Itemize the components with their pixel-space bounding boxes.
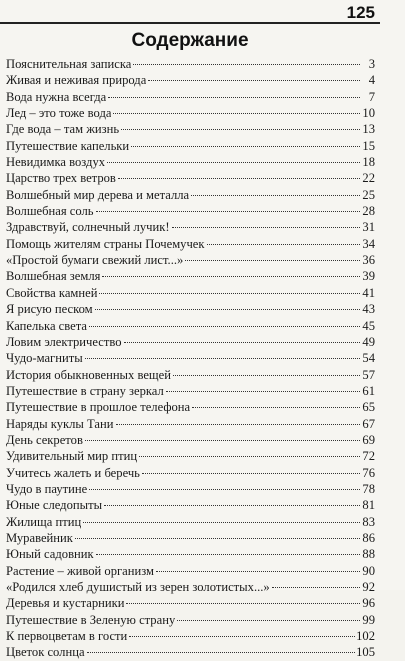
toc-entry (6, 219, 375, 235)
toc-entry (6, 285, 375, 301)
toc-entry-title: Пояснительная записка (6, 57, 132, 71)
toc-entry (6, 154, 375, 170)
toc-entry-page: 90 (362, 563, 375, 578)
toc-entry-title: Капелька света (6, 318, 87, 333)
toc-entry-title: К первоцветам в гости (6, 629, 128, 644)
toc-entry-title: Свойства камней (6, 285, 98, 300)
toc-entry-title: «Родился хлеб душистый из зерен золотистых...» (6, 580, 270, 594)
dot-leader (96, 211, 360, 212)
toc-entry-page: 78 (362, 481, 375, 496)
toc-entry-title: День секретов (6, 432, 83, 447)
toc-entry-title: Муравейник (6, 530, 73, 545)
toc-entry (6, 612, 375, 628)
toc-entry-title: Путешествие в Зеленую страну (6, 612, 176, 627)
toc-entry-title: Юный садовник (6, 547, 94, 562)
toc-entry (6, 514, 375, 530)
toc-entry-page: 54 (362, 351, 375, 366)
toc-entry-title: Здравствуй, солнечный лучик! (6, 220, 170, 235)
dot-leader (148, 80, 360, 81)
toc-entry-title: Волшебный мир дерева и металла (6, 187, 190, 202)
toc-entry (6, 644, 375, 660)
toc-entry (6, 416, 375, 432)
toc-entry-page: 92 (362, 580, 375, 594)
dot-leader (116, 424, 361, 425)
dot-leader (102, 276, 360, 277)
toc-entry-page: 28 (362, 204, 375, 219)
toc-entry (6, 236, 375, 252)
header-rule (0, 22, 380, 24)
toc-entry (6, 628, 375, 644)
toc-entry-title: История обыкновенных вещей (6, 367, 171, 382)
dot-leader (95, 309, 360, 310)
toc-entry-page: 7 (368, 89, 375, 104)
dot-leader (89, 326, 360, 327)
toc-entry-title: Цветок солнца (6, 645, 85, 660)
dot-leader (185, 260, 360, 261)
toc-entry-title: Наряды куклы Тани (6, 416, 114, 431)
dot-leader (75, 538, 360, 539)
dot-leader (131, 146, 360, 147)
toc-entry-page: 36 (362, 253, 375, 268)
toc-entry-page: 67 (362, 416, 375, 431)
toc-entry-page: 41 (362, 285, 375, 300)
dot-leader (83, 522, 360, 523)
dot-leader (173, 375, 360, 376)
dot-leader (104, 505, 360, 506)
toc-entry-page: 76 (362, 465, 375, 480)
toc-entry-title: «Простой бумаги свежий лист...» (6, 253, 184, 268)
toc-entry-page: 31 (362, 220, 375, 235)
toc-entry-title: Я рисую песком (6, 302, 93, 317)
toc-entry-page: 15 (362, 138, 375, 153)
toc-entry-page: 34 (362, 236, 375, 251)
toc-entry-page: 81 (362, 498, 375, 513)
toc-entry (6, 563, 375, 579)
toc-entry (6, 138, 375, 154)
toc-entry-page: 39 (362, 269, 375, 284)
dot-leader (89, 489, 360, 490)
toc-entry (6, 334, 375, 350)
toc-entry-page: 96 (362, 596, 375, 611)
toc-entry (6, 252, 375, 268)
toc-entry-title: Живая и неживая природа (6, 73, 147, 88)
toc-entry-title: Чудо-магниты (6, 351, 83, 366)
dot-leader (133, 64, 360, 65)
toc-entry-title: Чудо в паутине (6, 481, 88, 496)
contents-heading: Содержание (131, 30, 249, 51)
toc-entry (6, 56, 375, 72)
toc-entry (6, 89, 375, 105)
toc-entry-title: Деревья и кустарники (6, 596, 125, 611)
dot-leader (172, 227, 360, 228)
toc-entry-title: Учитесь жалеть и беречь (6, 465, 140, 480)
dot-leader (126, 603, 360, 604)
table-of-contents (6, 56, 375, 661)
dot-leader (107, 162, 360, 163)
toc-entry (6, 465, 375, 481)
toc-entry-title: Вода нужна всегда (6, 89, 107, 104)
dot-leader (272, 587, 360, 588)
dot-leader (85, 440, 360, 441)
toc-entry (6, 432, 375, 448)
toc-entry (6, 367, 375, 383)
toc-entry (6, 579, 375, 595)
dot-leader (85, 358, 360, 359)
toc-entry-title: Юные следопыты (6, 498, 103, 513)
dot-leader (166, 391, 360, 392)
toc-entry-title: Где вода – там жизнь (6, 122, 120, 137)
toc-entry (6, 350, 375, 366)
dot-leader (139, 456, 360, 457)
toc-entry-title: Растение – живой организм (6, 563, 155, 578)
toc-entry (6, 399, 375, 415)
dot-leader (113, 113, 360, 114)
toc-entry-page: 4 (368, 73, 375, 88)
toc-entry-page: 3 (368, 57, 375, 71)
toc-entry-page: 65 (362, 400, 375, 415)
dot-leader (129, 636, 355, 637)
dot-leader (142, 473, 360, 474)
toc-entry (6, 481, 375, 497)
dot-leader (156, 571, 360, 572)
toc-entry-page: 22 (362, 171, 375, 186)
toc-entry-page: 86 (362, 530, 375, 545)
dot-leader (191, 195, 360, 196)
toc-entry-page: 72 (362, 449, 375, 464)
toc-entry-title: Лед – это тоже вода (6, 106, 112, 121)
toc-entry-page: 61 (362, 383, 375, 398)
toc-entry-title: Путешествие капельки (6, 138, 130, 153)
toc-entry-page: 43 (362, 302, 375, 317)
page-number: 125 (346, 3, 375, 22)
toc-entry (6, 546, 375, 562)
toc-entry (6, 530, 375, 546)
toc-entry-page: 69 (362, 432, 375, 447)
dot-leader (99, 293, 360, 294)
toc-entry-page: 10 (362, 106, 375, 121)
toc-entry-page: 102 (356, 629, 375, 644)
toc-entry-title: Удивительный мир птиц (6, 449, 138, 464)
toc-entry-title: Помощь жителям страны Почемучек (6, 236, 205, 251)
toc-entry-title: Волшебная земля (6, 269, 101, 284)
toc-entry (6, 121, 375, 137)
toc-entry (6, 595, 375, 611)
dot-leader (121, 129, 360, 130)
toc-entry-page: 99 (362, 612, 375, 627)
toc-entry (6, 268, 375, 284)
toc-entry (6, 105, 375, 121)
toc-entry-page: 83 (362, 514, 375, 529)
toc-entry-page: 45 (362, 318, 375, 333)
dot-leader (207, 244, 360, 245)
toc-entry (6, 301, 375, 317)
toc-entry (6, 383, 375, 399)
toc-entry-page: 25 (362, 187, 375, 202)
dot-leader (124, 342, 360, 343)
toc-entry-title: Путешествие в страну зеркал (6, 383, 164, 398)
toc-entry-page: 13 (362, 122, 375, 137)
toc-entry-page: 88 (362, 547, 375, 562)
toc-entry (6, 318, 375, 334)
toc-entry (6, 448, 375, 464)
toc-entry-page: 18 (362, 155, 375, 170)
toc-entry-title: Жилища птиц (6, 514, 82, 529)
toc-entry (6, 72, 375, 88)
toc-entry (6, 170, 375, 186)
toc-entry (6, 187, 375, 203)
dot-leader (108, 97, 360, 98)
toc-entry-title: Волшебная соль (6, 204, 94, 219)
toc-entry-page: 49 (362, 334, 375, 349)
dot-leader (118, 178, 360, 179)
toc-entry-title: Невидимка воздух (6, 155, 106, 170)
toc-entry (6, 497, 375, 513)
toc-entry-page: 57 (362, 367, 375, 382)
dot-leader (96, 554, 360, 555)
dot-leader (192, 407, 360, 408)
dot-leader (177, 620, 360, 621)
toc-entry-title: Царство трех ветров (6, 171, 116, 186)
toc-entry-title: Ловим электричество (6, 334, 122, 349)
dot-leader (87, 652, 356, 653)
toc-entry (6, 203, 375, 219)
toc-entry-page: 105 (356, 645, 375, 660)
toc-entry-title: Путешествие в прошлое телефона (6, 400, 191, 415)
